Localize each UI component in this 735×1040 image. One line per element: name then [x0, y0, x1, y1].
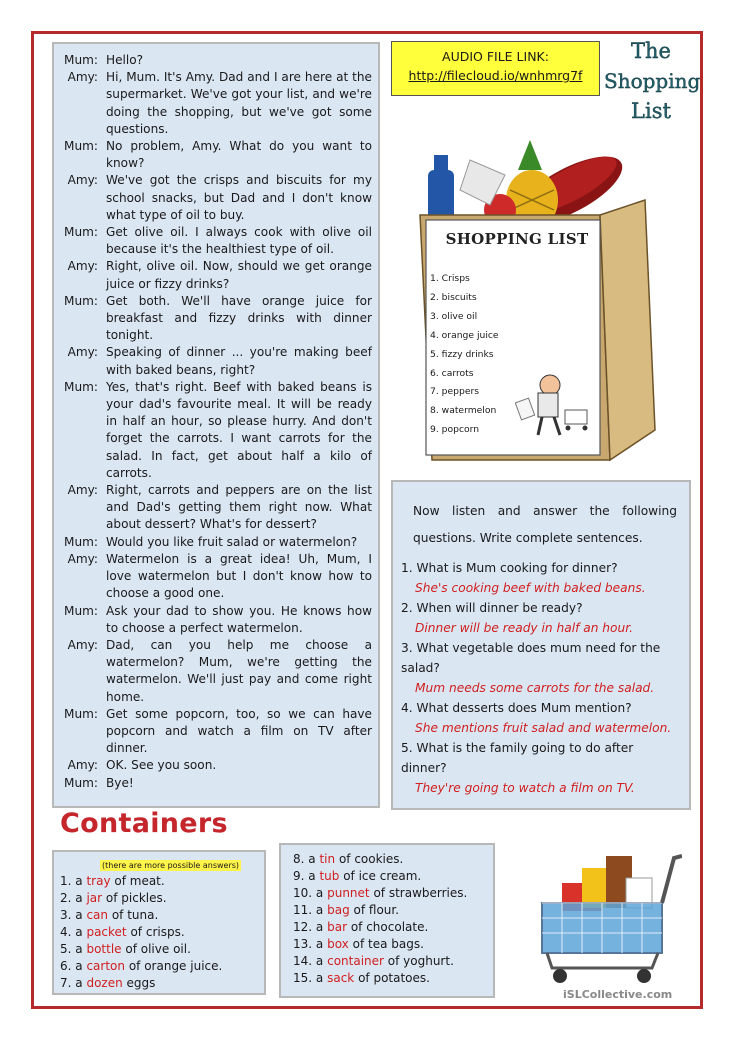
dialogue-text: Hello?	[106, 53, 144, 67]
shopping-list-item: 6. carrots	[430, 367, 474, 379]
container-rest: of potatoes.	[358, 971, 430, 985]
dialogue-text: Right, olive oil. Now, should we get orange juice or fizzy drinks?	[106, 259, 372, 291]
dialogue-text: No problem, Amy. What do you want to know?	[106, 139, 372, 171]
dialogue-line	[58, 603, 372, 637]
container-item	[60, 873, 258, 890]
container-number: 14. a	[293, 954, 324, 968]
speaker-label: Mum:	[64, 603, 98, 618]
container-rest: of crisps.	[130, 925, 185, 939]
container-number: 11. a	[293, 903, 324, 917]
question-list	[401, 558, 681, 798]
containers-heading: Containers	[60, 808, 228, 839]
container-word: container	[327, 954, 384, 968]
container-number: 2. a	[60, 891, 83, 905]
container-word: bag	[327, 903, 350, 917]
watermark: iSLCollective.com	[563, 988, 673, 1001]
question-text: 2. When will dinner be ready?	[401, 601, 583, 615]
questions-panel	[391, 480, 691, 810]
container-rest: of ice cream.	[343, 869, 422, 883]
container-rest: of tea bags.	[352, 937, 424, 951]
answer-text: She mentions fruit salad and watermelon.	[415, 721, 672, 735]
audio-label: AUDIO FILE LINK:	[442, 49, 549, 64]
container-item	[60, 907, 258, 924]
container-rest: of strawberries.	[373, 886, 468, 900]
shopping-list-title: SHOPPING LIST	[445, 230, 589, 248]
container-number: 7. a	[60, 976, 83, 990]
question-text: 3. What vegetable does mum need for the salad?	[401, 641, 661, 675]
container-number: 9. a	[293, 869, 316, 883]
container-rest: of orange juice.	[128, 959, 223, 973]
container-number: 8. a	[293, 852, 316, 866]
container-item	[293, 936, 487, 953]
container-number: 4. a	[60, 925, 83, 939]
answer-text: Mum needs some carrots for the salad.	[415, 681, 655, 695]
question-text: 1. What is Mum cooking for dinner?	[401, 561, 618, 575]
speaker-label: Mum:	[64, 293, 98, 308]
container-word: packet	[86, 925, 127, 939]
dialogue-line	[58, 224, 372, 258]
shopping-list-item: 7. peppers	[430, 386, 480, 398]
shopping-list-item: 2. biscuits	[430, 291, 477, 303]
dialogue-text: Speaking of dinner ... you're making beef with baked beans, right?	[106, 345, 372, 377]
container-rest: of yoghurt.	[387, 954, 454, 968]
container-word: can	[86, 908, 109, 922]
shopping-cart-illustration	[522, 838, 682, 988]
container-word: bottle	[86, 942, 122, 956]
container-rest: of tuna.	[111, 908, 159, 922]
container-item	[60, 890, 258, 907]
container-word: box	[327, 937, 349, 951]
container-word: carton	[86, 959, 125, 973]
dialogue-text: OK. See you soon.	[106, 758, 217, 773]
container-rest: of pickles.	[105, 891, 167, 905]
dialogue-text: Dad, can you help me choose a watermelon? Mum, we're getting the watermelon. We'll just pay and come right home.	[106, 637, 372, 704]
speaker-label: Amy:	[67, 637, 98, 652]
dialogue-text: We've got the crisps and biscuits for my school snacks, but Dad and I don't know what type of oil to buy.	[106, 173, 372, 222]
speaker-label: Mum:	[64, 379, 98, 394]
title-line-3: List	[631, 99, 671, 123]
speaker-label: Mum:	[64, 775, 98, 790]
container-number: 6. a	[60, 959, 83, 973]
dialogue-text: Watermelon is a great idea! Uh, Mum, I love watermelon but I don't know how to choose a good one.	[106, 551, 372, 601]
containers-box-right	[279, 843, 495, 998]
container-word: dozen	[86, 976, 123, 990]
container-item	[293, 953, 487, 970]
dialogue-line	[58, 344, 372, 378]
container-number: 12. a	[293, 920, 324, 934]
container-rest: of olive oil.	[125, 942, 191, 956]
dialogue-text: Bye!	[106, 775, 134, 790]
question-text: 5. What is the family going to do after dinner?	[401, 741, 634, 775]
dialogue-line	[58, 138, 372, 172]
speaker-label: Amy:	[67, 345, 98, 360]
shopping-list-item: 4. orange juice	[430, 329, 499, 341]
containers-box-left	[52, 850, 266, 995]
shopping-list-item: 1. Crisps	[430, 273, 470, 284]
speaker-label: Mum:	[64, 225, 98, 240]
answer-text: She's cooking beef with baked beans.	[415, 581, 646, 595]
dialogue-text: Would you like fruit salad or watermelon?	[106, 534, 358, 549]
container-item	[60, 941, 258, 958]
dialogue-line	[58, 52, 372, 69]
container-number: 15. a	[293, 971, 324, 985]
answer-text: Dinner will be ready in half an hour.	[415, 621, 633, 635]
title-line-2: Shopping	[604, 69, 701, 93]
dialogue-line	[58, 379, 372, 482]
shopping-list	[430, 270, 499, 440]
container-word: sack	[327, 971, 355, 985]
answer-text: They're going to watch a film on TV.	[415, 781, 635, 795]
container-word: tub	[319, 869, 340, 883]
dialogue-panel	[52, 42, 380, 808]
container-item	[293, 970, 487, 987]
container-rest: of cookies.	[338, 852, 404, 866]
container-item	[60, 975, 258, 992]
container-number: 5. a	[60, 942, 83, 956]
speaker-label: Mum:	[64, 53, 98, 67]
dialogue-line	[58, 172, 372, 224]
dialogue-line	[58, 757, 372, 774]
dialogue-line	[58, 293, 372, 345]
speaker-label: Amy:	[67, 483, 98, 498]
container-item	[293, 868, 487, 885]
container-word: tin	[319, 852, 336, 866]
container-word: punnet	[327, 886, 370, 900]
container-item	[293, 885, 487, 902]
shopping-list-item: 3. olive oil	[430, 310, 478, 322]
shopping-list-item: 9. popcorn	[430, 424, 480, 436]
dialogue-line	[58, 258, 372, 292]
dialogue-line	[58, 706, 372, 758]
speaker-label: Mum:	[64, 139, 98, 154]
container-item	[293, 851, 487, 868]
audio-url-link[interactable]: http://filecloud.io/wnhmrg7f	[408, 68, 583, 83]
dialogue-text: Yes, that's right. Beef with baked beans is your dad's favourite meal. It will be ready in half an hour, so please hurry. And don't forget the carrots. I want carrots for the salad. In fact, get about half a kilo of carrots.	[106, 379, 372, 480]
container-rest: of meat.	[114, 874, 165, 888]
speaker-label: Amy:	[67, 551, 98, 566]
container-number: 10. a	[293, 886, 324, 900]
question-text: 4. What desserts does Mum mention?	[401, 701, 632, 715]
speaker-label: Amy:	[67, 70, 98, 85]
shopping-list-item: 5. fizzy drinks	[430, 348, 494, 360]
container-word: jar	[86, 891, 103, 905]
dialogue-text: Ask your dad to show you. He knows how to choose a perfect watermelon.	[106, 603, 372, 635]
audio-link-box	[391, 41, 600, 96]
container-item	[293, 902, 487, 919]
dialogue-line	[58, 534, 372, 551]
container-word: bar	[327, 920, 347, 934]
dialogue-line	[58, 637, 372, 706]
container-number: 3. a	[60, 908, 83, 922]
speaker-label: Mum:	[64, 706, 98, 721]
questions-intro: Now listen and answer the following questions. Write complete sentences.	[413, 504, 677, 545]
container-rest: of chocolate.	[350, 920, 429, 934]
dialogue-line	[58, 551, 372, 603]
dialogue-text: Get both. We'll have orange juice for breakfast and fizzy drinks with dinner tonight.	[106, 293, 372, 343]
containers-note: (there are more possible answers)	[102, 861, 240, 870]
dialogue-text: Right, carrots and peppers are on the list and Dad's getting them right now. What about dessert? What's for dessert?	[106, 483, 372, 532]
page-title	[604, 36, 701, 126]
speaker-label: Amy:	[67, 173, 98, 188]
dialogue-line	[58, 482, 372, 534]
speaker-label: Amy:	[67, 259, 98, 274]
dialogue-text: Get some popcorn, too, so we can have popcorn and watch a film on TV after dinner.	[106, 706, 372, 756]
container-rest: of flour.	[353, 903, 400, 917]
container-number: 1. a	[60, 874, 83, 888]
title-line-1: The	[631, 39, 671, 63]
container-number: 13. a	[293, 937, 324, 951]
dialogue-text: Get olive oil. I always cook with olive oil because it's the healthiest type of oil.	[106, 225, 372, 257]
speaker-label: Mum:	[64, 534, 98, 549]
dialogue-line	[58, 775, 372, 792]
container-rest: eggs	[126, 976, 156, 990]
dialogue-line	[58, 69, 372, 138]
container-item	[60, 924, 258, 941]
speaker-label: Amy:	[67, 758, 98, 773]
container-word: tray	[86, 874, 111, 888]
shopping-list-item: 8. watermelon	[430, 405, 497, 417]
container-item	[60, 958, 258, 975]
container-item	[293, 919, 487, 936]
dialogue-text: Hi, Mum. It's Amy. Dad and I are here at the supermarket. We've got your list, and we're doing the shopping, but we've got some questions.	[106, 70, 372, 136]
